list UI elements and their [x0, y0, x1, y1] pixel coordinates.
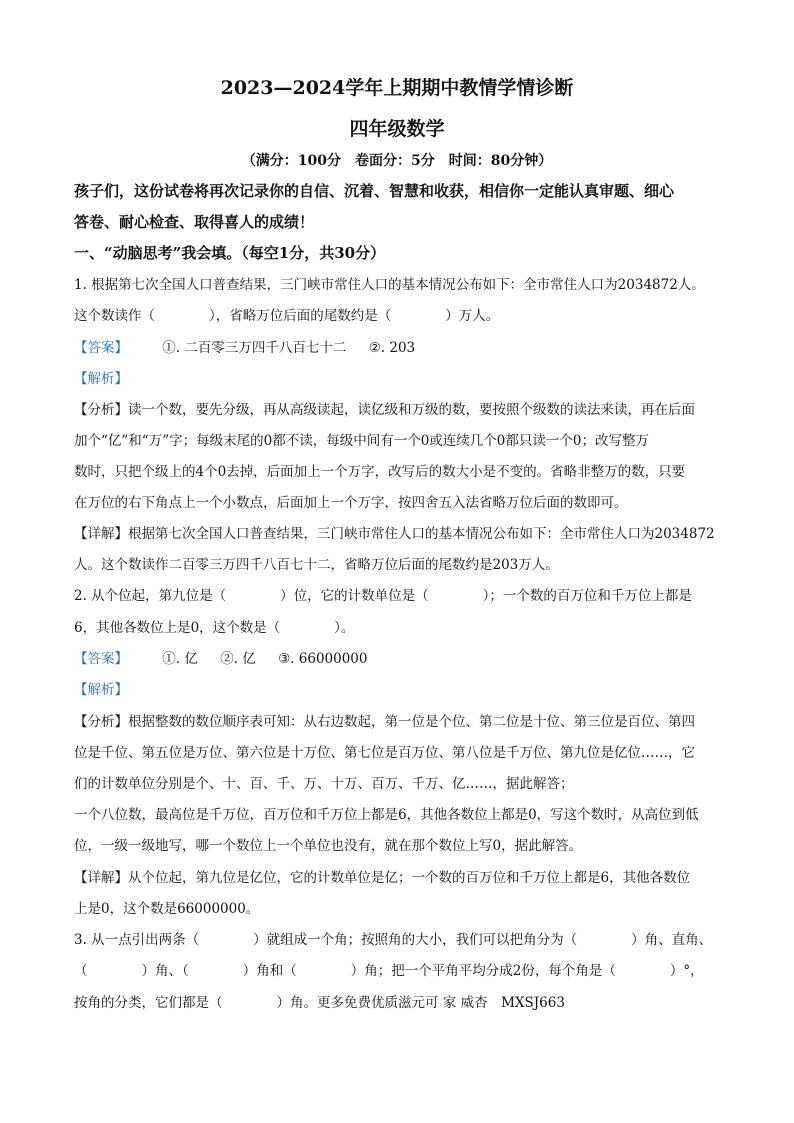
q1-line-2: 这个数读作（ ），省略万位后面的尾数约是（ ）万人。 — [74, 308, 500, 324]
q1-fenxi-3: 数时，只把个级上的4个0去掉，后面加上一个万字，改写后的数大小是不变的。省略非整万的数，只要 — [74, 464, 686, 480]
answer-2: ②. 203 — [368, 340, 416, 356]
q3-line-3: 按角的分类，它们都是（ ）角。更多免费优质滋元可 家 威杏 MXSJ663 — [74, 995, 565, 1011]
detail-tag: 【详解】 — [74, 526, 128, 542]
fenxi-tag: 【分析】 — [74, 402, 128, 418]
q1-fenxi-4: 在万位的右下角点上一个小数点，后面加上一个万字，按四舍五入法省略万位后面的数即可。 — [74, 495, 628, 511]
q2-answer — [74, 650, 734, 668]
q2-fenxi-4: 一个八位数，最高位是千万位，百万位和千万位上都是6，其他各数位上都是0，写这个数时，从高位到低 — [74, 807, 699, 823]
answer-values — [162, 339, 433, 357]
answer-2: ②. 亿 — [220, 651, 256, 667]
q3-line-2: （ ）角、（ ）角和（ ）角；把一个平角平均分成2份，每个角是（ ）°， — [74, 963, 704, 979]
exam-subject: 四年级数学 — [349, 118, 445, 140]
answer-values — [162, 650, 385, 668]
answer-1: ①. 二百零三万四千八百七十二 — [162, 340, 347, 356]
answer-tag: 【答案】 — [74, 340, 128, 356]
intro-line-1: 孩子们，这份试卷将再次记录你的自信、沉着、智慧和收获，相信你一定能认真审题、细心 — [74, 182, 675, 200]
intro-line-2: 答卷、耐心检查、取得喜人的成绩！ — [74, 213, 315, 231]
answer-3: ③. 66000000 — [278, 651, 368, 667]
q2-analysis-tag: 【解析】 — [74, 682, 128, 698]
detail-tag: 【详解】 — [74, 870, 128, 886]
q2-fenxi-1: 【分析】根据整数的数位顺序表可知：从右边数起，第一位是个位、第二位是十位、第三位是百位、第四 — [74, 714, 695, 730]
answer-tag: 【答案】 — [74, 651, 128, 667]
fenxi-tag: 【分析】 — [74, 714, 128, 730]
q2-detail-2: 上是0，这个数是66000000。 — [74, 901, 260, 917]
q1-detail-2: 人。这个数读作二百零三万四千八百七十二，省略万位后面的尾数约是203万人。 — [74, 557, 559, 573]
q2-line-2: 6，其他各数位上是0，这个数是（ ）。 — [74, 620, 355, 636]
exam-info: （满分：100分 卷面分：5分 时间：80分钟） — [241, 153, 553, 169]
q1-analysis-tag: 【解析】 — [74, 371, 128, 387]
q3-line-1: 3. 从一点引出两条（ ）就组成一个角；按照角的大小，我们可以把角分为（ ）角、直角、 — [74, 932, 713, 948]
section-heading: 一、“动脑思考”我会填。（每空1分，共30分） — [74, 244, 386, 262]
answer-1: ①. 亿 — [162, 651, 198, 667]
q2-fenxi-5: 位，一级一级地写，哪一个数位上一个单位也没有，就在那个数位上写0，据此解答。 — [74, 838, 583, 854]
q1-fenxi-1: 【分析】读一个数，要先分级，再从高级读起，读亿级和万级的数，要按照个级数的读法来读，再在后面 — [74, 402, 695, 418]
q1-answer — [74, 339, 734, 357]
q2-fenxi-3: 们的计数单位分别是个、十、百、千、万、十万、百万、千万、亿……，据此解答； — [74, 776, 574, 792]
q1-fenxi-2: 加个“亿”和“万”字；每级末尾的0都不读，每级中间有一个0或连续几个0都只读一个0；改写整万 — [74, 433, 649, 449]
q1-detail-1: 【详解】根据第七次全国人口普查结果，三门峡市常住人口的基本情况公布如下：全市常住人口为2034872 — [74, 526, 715, 542]
q2-line-1: 2. 从个位起，第九位是（ ）位，它的计数单位是（ ）；一个数的百万位和千万位上都是 — [74, 588, 692, 604]
q1-line-1: 1. 根据第七次全国人口普查结果，三门峡市常住人口的基本情况公布如下：全市常住人口为2034872人。 — [74, 277, 705, 293]
exam-title: 2023—2024学年上期期中教情学情诊断 — [220, 77, 574, 99]
q2-detail-1: 【详解】从个位起，第九位是亿位，它的计数单位是亿；一个数的百万位和千万位上都是6，其他各数位 — [74, 870, 691, 886]
q2-fenxi-2: 位是千位、第五位是万位、第六位是十万位、第七位是百万位、第八位是千万位、第九位是亿位……，它 — [74, 745, 695, 761]
